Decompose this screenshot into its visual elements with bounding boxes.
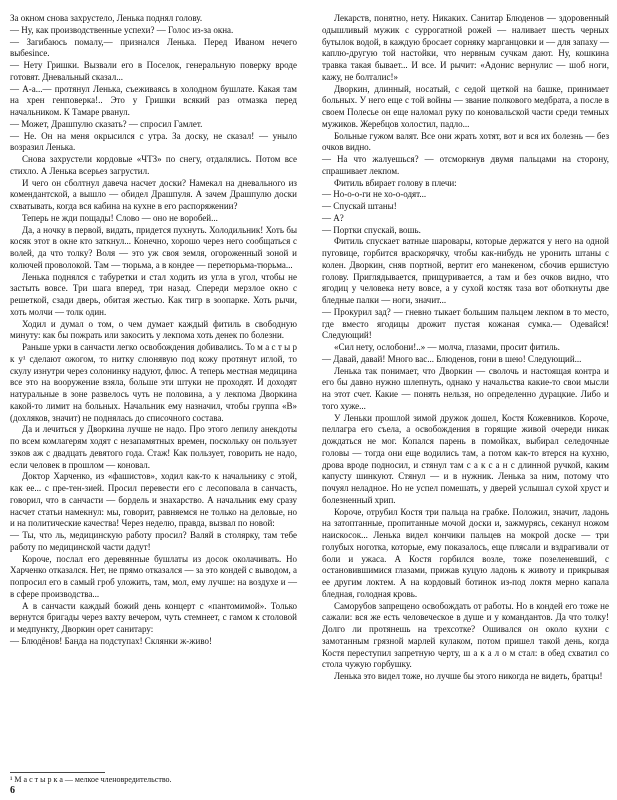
right-column — [322, 13, 609, 683]
paragraph: — Давай, давай! Много вас... Блюденов, гони в шею! Следующий... — [322, 353, 582, 364]
paragraph: — Ты, что ль, медицинскую работу просил? Валяй в столярку, там тебе работу по медицинской части дадут! — [10, 530, 297, 552]
paragraph: — Прокурил зад? — гневно тыкает большим пальцем лекпом в то место, где вместо ягодицы дрожит пустая кожаная сумка.— Одевайся! Следующий! — [322, 306, 609, 341]
paragraph: — Спускай штаны! — [322, 201, 397, 211]
paragraph: — Загибаюсь помалу,— признался Ленька. Перед Иваном нечего выбеsince. — [10, 36, 297, 59]
footnote-divider — [10, 772, 105, 773]
paragraph: А в санчасти каждый божий день концерт с «пантомимой». Только вернутся бригады через вахту вечером, чуть стемнеет, с гамом к столовой и медпункту, Дворкин орет санитару: — [10, 600, 297, 634]
paragraph: Теперь не жди пощады! Слово — оно не воробей... — [22, 212, 218, 223]
paragraph: — Ну, как производственные успехи? — Голос из-за окна. — [10, 24, 234, 35]
paragraph: — Блюдёнов! Банда на подступах! Склянки ж-живо! — [10, 635, 213, 646]
paragraph: Ленька это видел тоже, но лучше бы этого никогда не видеть, братцы! — [334, 671, 603, 681]
paragraph: Короче, отрубил Костя три пальца на грабке. Положил, значит, ладонь на затоптанные, пропитанные мочой доски и, зажмурясь, секанул ножом наискосок... Ленька видел кончики пальцев на мокрой доске — три голубых ноготка, которые, ему показалось, еще плясали и вздрагивали от боли и ужаса. А Костя горбился возле, тоже позеленевший, с остановившимися глазами, прижав куцую ладонь к животу и прикрывая ее другим локтем. А на кордовый ботинок из-под локтя мерно капала бледная, голодная кровь. — [322, 506, 609, 599]
left-column — [10, 13, 297, 648]
paragraph: — А-а...— протянул Ленька, съеживаясь в холодном бушлате. Какая там на хрен генповерка!.. Это у Гришки всякий раз отмазка перед начальником. К Тамаре рванул. — [10, 83, 297, 117]
paragraph: — Нету Гришки. Вызвали его в Поселок, генеральную поверку вроде готовят. Дневальный сказал... — [10, 60, 297, 82]
paragraph: Саморубов запрещено освобождать от работы. Но в кондей его тоже не сажали: вся же есть человеческое в душе и у командантов. Да что толку! Долго ли протянешь на трехсотке? Ошивался он около кухни с замотанным грязной марлей кулаком, потом пришел такой день, когда Костя переступил запретную черту, ш а к а л о м стал: в обед схватил со стола чужую горбушку. — [322, 600, 609, 670]
paragraph: Лекарств, понятно, нету. Никаких. Санитар Блюденов — здоровенный одышливый мужик с суррогатной рожей — наливает шесть черных бутылок водой, в каждую бросает сорняку марганцовки и — для запаху — каплю-другую той настойки, что нервным сучкам дают. Ну, кошкина травка такая бывает... И все. И рычит: «Адонис вернулис — шоб ноги, кажу, не болталис!» — [322, 13, 609, 82]
paragraph: — На что жалуешься? — отсморкнув двумя пальцами на сторону, спрашивает лекпом. — [322, 154, 609, 176]
paragraph: Ходил и думал о том, о чем думает каждый фитиль в свободную минуту: как бы пожрать или закосить у лекпома хоть денек по болезни. — [10, 318, 297, 341]
paragraph: У Леньки прошлой зимой дружок дошел, Костя Кожевников. Короче, пеллагра его съела, а освобождения в горящие живой очереди никак дождаться не мог. Копался парень в помойках, выбирал селедочные головы — тогда они еще водились там, а потом как-то втерся на кухню, дрова вроде подносил, и стянул там с а к с а н с длинной ручкой, каким капусту шинкуют. Стянул — и в нужник. Ленька за ним, потому что почуял неладное. Но не успел помешать, у дверей услышал сухой хруст и болезненный хрип. — [322, 412, 609, 505]
paragraph: Ленька так понимает, что Дворкин — сволочь и настоящая контра и его бы давно нужно шлепнуть, однако у начальства какие-то свои мысли на этот счет. Какие — понять нельзя, но определенно дурацкие. Либо и того хуже... — [322, 365, 609, 411]
paragraph: — Не. Он на меня окрысился с утра. За доску, не сказал! — уныло возразил Ленька. — [10, 130, 297, 153]
paragraph: — Но-о-о-ги не хо-о-одят... — [322, 189, 427, 200]
paragraph: — А? — [322, 212, 344, 223]
paragraph: Снова захрустели кордовые «ЧТЗ» по снегу, отдалялись. Потом все стихло. А Ленька всерьез загрустил. — [10, 154, 297, 176]
paragraph: Фитиль спускает ватные шаровары, которые держатся у него на одной пуговице, горбится враскорячку, чтобы как-нибудь не уронить штаны с колен. Дворкин, сняв портной, вертит его манекеном, сбочив ершистую голову. Приглядывается, прищуривается, а там и без очков видно, что ягодиц у человека нету вовсе, а у сухой костяк таза вот оботкнуты две бледные палки — ноги, значит... — [322, 236, 609, 305]
paragraph: Да и лечиться у Дворкина лучше не надо. Про этого лепилу анекдоты по всем комлагерям ходят с незапамятных времен, поскольку он пользует зэков аж с двадцать девятого года. Стаж! Как пользует, говорить не надо, если человек в прошлом — коновал. — [10, 424, 297, 470]
paragraph: Больные гужом валят. Все они жрать хотят, вот и вся их болезнь — без очков видно. — [322, 130, 609, 153]
paragraph: Ленька поднялся с табуретки и стал ходить из угла в угол, чтобы не застыть вовсе. Три шага вперед, три назад. Спереди мерзлое окно с решеткой, сзади дверь, обитая жестью. Как тигр в зоопарке. Хоть рычи, хоть молчи — толк один. — [10, 271, 297, 317]
paragraph: Фитиль вбирает голову в плечи: — [334, 177, 457, 188]
paragraph: Да, а ночку в первой, видать, придется пухнуть. Холодильник! Хоть бы косяк этот в окне кто заткнул... Конечно, хорошо через него сообщаться с волей, да что толку? Воля — это уж своя земля, огороженный зоной и колючей проволокой. Там — тюрьма, а в кондее — перетюрьма-тюрьма... — [10, 224, 297, 270]
paragraph: Доктор Харченко, из «фашистов», ходил как-то к начальнику с этой, как ее... с пре-тен-зией. Просил перевести его с лесоповала в санчасть, говорил, что в санчасти — бордель и знахарство. А начальник ему сразу насчет статьи намекнул: мы, говорит, равняемся не только на деловые, но и на политические качества! Через неделю, правда, вызвал по новой: — [10, 471, 297, 529]
paragraph: И чего он сболтнул давеча насчет доски? Намекал на дневального из комендантской, а вышло — обидел Драшпуля. А зачем Драшпулю доски схватывать, когда вся кабина на кухне в его распоряжении? — [10, 177, 297, 211]
paragraph: За окном снова захрустело, Ленька поднял голову. — [10, 13, 203, 23]
paragraph: Дворкин, длинный, носатый, с седой щеткой на башке, принимает больных. У него еще с той войны — звание полкового медбрата, а после в своем Полесье он еще наломал руку по коновальской части среди темных мужиков. Жеребцов холостил, падло... — [322, 83, 609, 129]
paragraph: «Сил нету, ослобони!..» — молча, глазами, просит фитиль. — [334, 342, 560, 352]
page-number: 6 — [10, 785, 15, 796]
paragraph: Короче, послал его деревянные бушлаты из досок околачивать. Но Харченко отказался. Нет, не прямо отказался — за это кондей с выводом, а попросил его в самый гроб уложить, там, мол, ему лучше: на воздухе и — в сфере производства... — [10, 553, 297, 599]
footnote: ¹ М а с т ы р к а — мелкое членовредительство. — [10, 775, 172, 784]
paragraph: Раньше урки в санчасти легко освобождения добивались. То м а с т ы р к у¹ сделают ожогом, то нитку слюнявую под кожу протянут иглой, то скулу изнутри через солонинку надуют, флюс. А теперь местная медицина все это на вооружение взяла, больше эти штуки не проходят. И доходят натуральные в зоне развелось чуть не половина, а у лекпома Дворкина какой-то лимит на больных. Начальник ему назначил, чтобы группа «В» (дохляков, значит) не поднялась до списочного состава. — [10, 342, 297, 423]
paragraph: — Портки спускай, вошь. — [322, 224, 421, 235]
paragraph: — Может, Драшпулю сказать? — спросил Гамлет. — [10, 118, 203, 129]
